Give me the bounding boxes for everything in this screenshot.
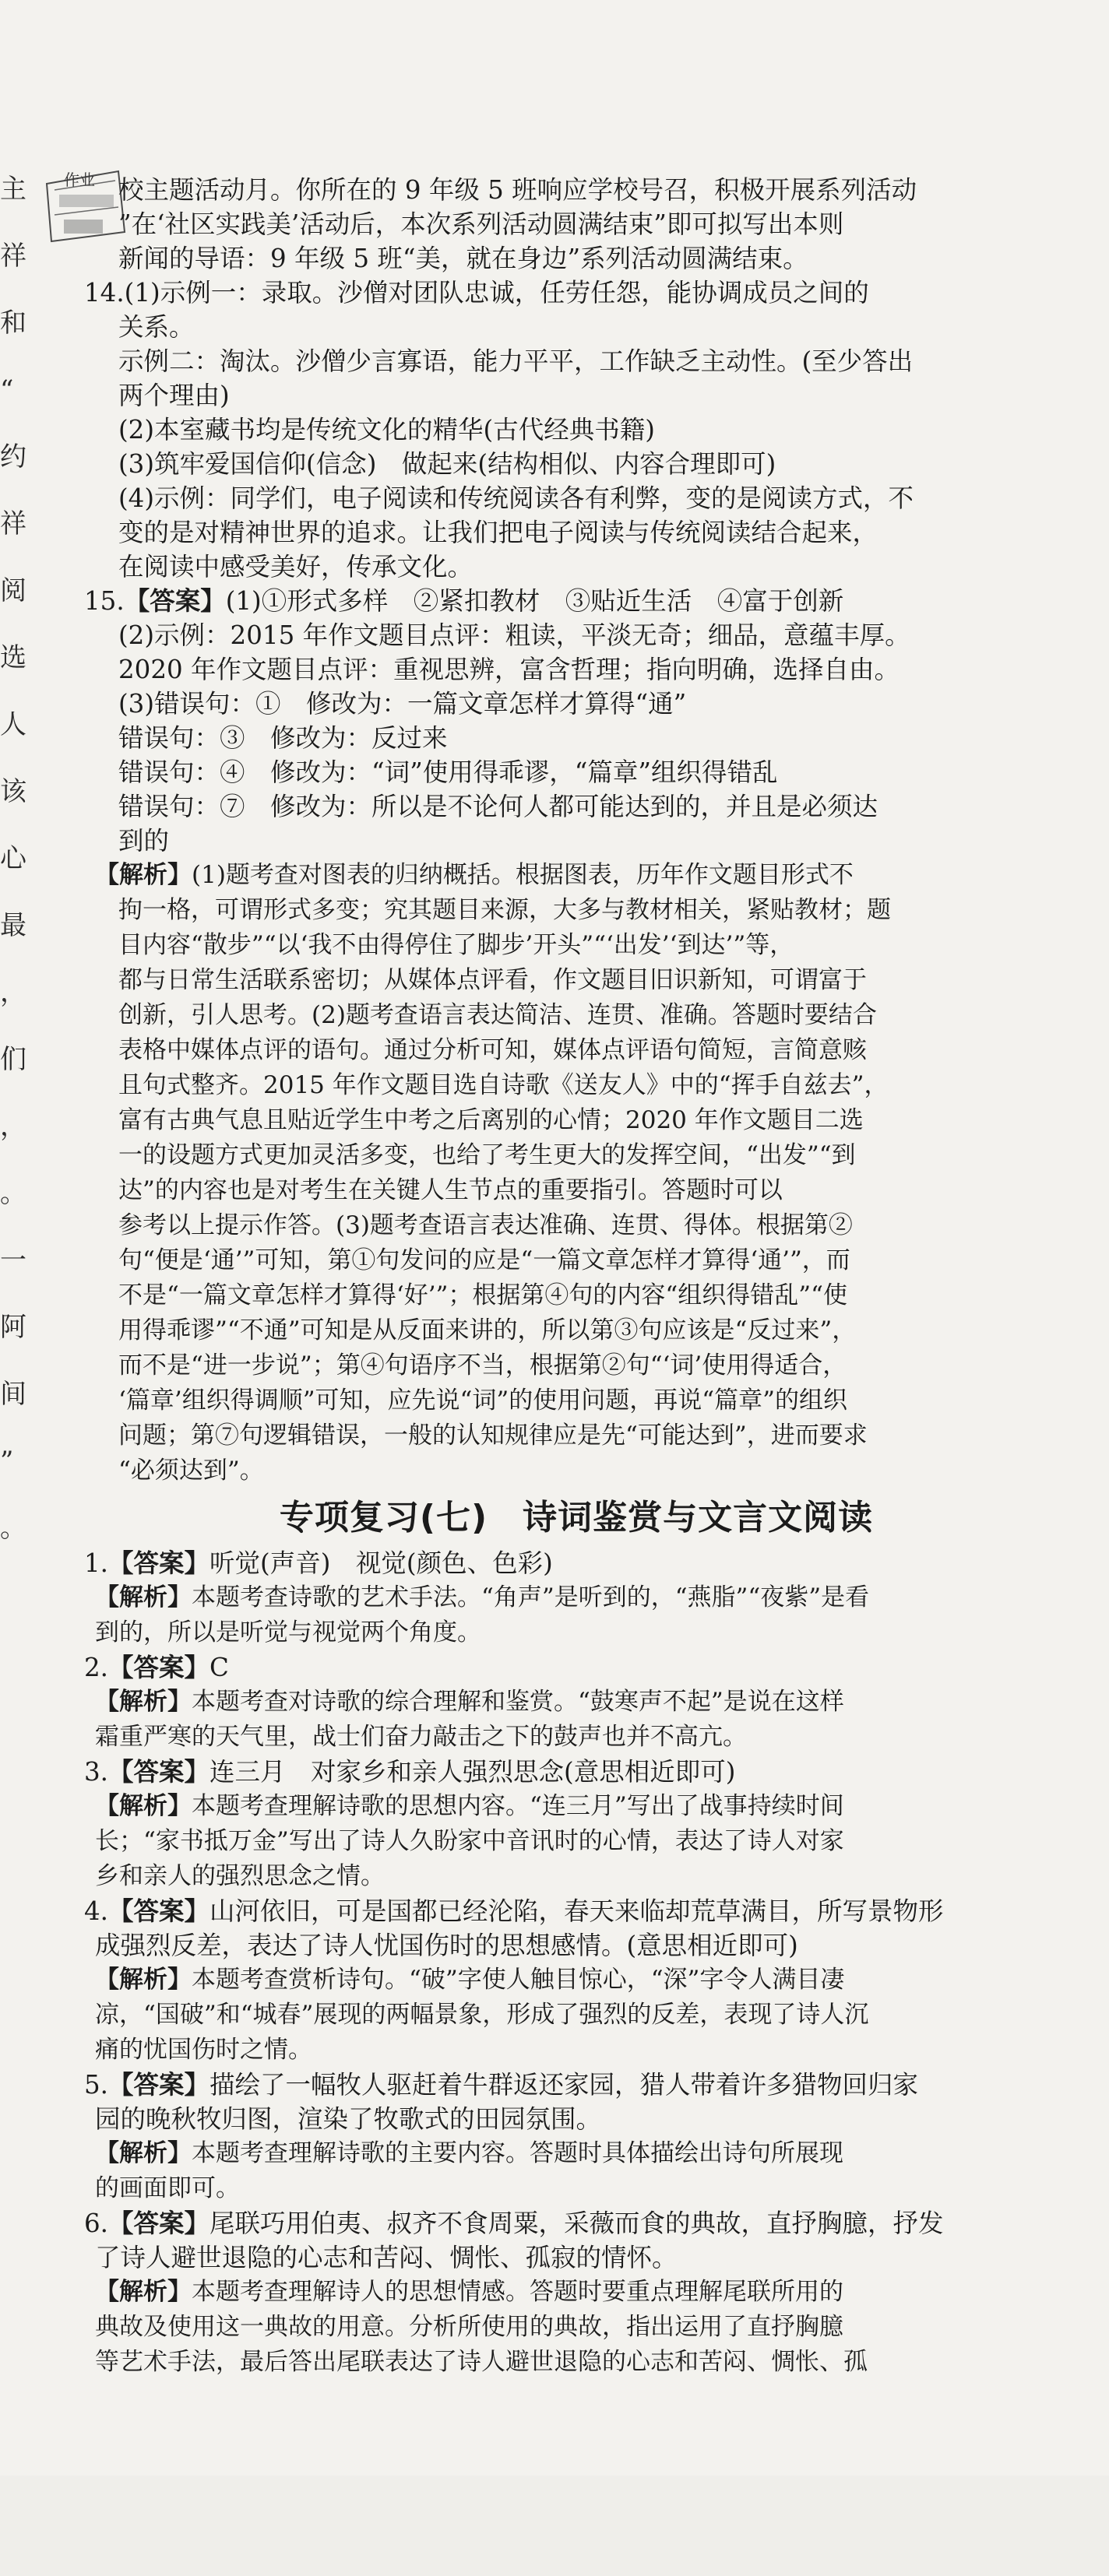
text-line <box>55 2068 1098 2102</box>
line-text: 拘一格，可谓形式多变；究其题目来源，大多与教材相关，紧贴教材；题 <box>118 896 891 924</box>
margin-char: 阅 <box>0 575 26 606</box>
text-line <box>55 2033 1098 2068</box>
margin-char: 选 <box>0 642 26 673</box>
text-line <box>55 1615 1098 1650</box>
text-line <box>55 1418 1098 1453</box>
answer-tag: 【答案】 <box>108 1756 210 1787</box>
line-text: 表格中媒体点评的语句。通过分析可知，媒体点评语句简短，言简意赅 <box>118 1036 867 1064</box>
margin-char: 和 <box>0 308 26 339</box>
margin-char: 最 <box>0 910 26 941</box>
line-text: 都与日常生活联系密切；从媒体点评看，作文题目旧识新知，可谓富于 <box>118 966 867 994</box>
text-line <box>55 824 1098 858</box>
line-text: 关系。 <box>118 312 195 342</box>
text-line <box>55 928 1098 963</box>
text-line <box>55 1068 1098 1103</box>
line-text: (1)题考查对图表的归纳概括。根据图表，历年作文题目形式不 <box>192 861 854 889</box>
line-text: 两个理由) <box>118 381 230 410</box>
answer-tag: 【解析】 <box>95 1688 192 1716</box>
margin-char: 主 <box>0 174 26 205</box>
line-text: 成强烈反差，表达了诗人忧国伤时的思想感情。(意思相近即可) <box>95 1931 798 1960</box>
line-text: 问题；第⑦句逻辑错误，一般的认知规律应是先“可能达到”，进而要求 <box>118 1422 868 1450</box>
line-text: 2. <box>84 1653 109 1682</box>
line-text: 示例二：淘汰。沙僧少言寡语，能力平平，工作缺乏主动性。(至少答出 <box>118 346 914 376</box>
answer-tag: 【答案】 <box>108 1652 210 1682</box>
line-text: 一的设题方式更加灵活多变，也给了考生更大的发挥空间，“出发”“到 <box>118 1141 856 1169</box>
text-line <box>55 1546 1098 1580</box>
margin-char: 们 <box>0 1044 26 1075</box>
line-text: 乡和亲人的强烈思念之情。 <box>95 1862 385 1890</box>
margin-char: 人 <box>0 709 26 740</box>
text-line <box>55 687 1098 721</box>
answer-tag: 【答案】 <box>108 2069 210 2100</box>
text-line <box>55 998 1098 1033</box>
text-line <box>55 1789 1098 1824</box>
text-line <box>55 173 1098 207</box>
text-line <box>55 378 1098 413</box>
line-text: 1. <box>84 1548 109 1578</box>
text-line <box>55 1138 1098 1173</box>
line-text: 用得乖谬”“不通”可知是从反面来讲的，所以第③句应该是“反过来”， <box>118 1316 857 1344</box>
line-text: 且句式整齐。2015 年作文题目选自诗歌《送友人》中的“挥手自兹去”， <box>118 1071 889 1099</box>
text-line <box>55 1685 1098 1720</box>
text-line <box>55 2345 1098 2380</box>
text-line <box>55 618 1098 652</box>
text-line <box>55 1383 1098 1418</box>
line-text: 而不是“进一步说”；第④句语序不当，根据第②句“‘词’使用得适合， <box>118 1351 847 1379</box>
line-text: 本题考查诗歌的艺术手法。“角声”是听到的，“燕脂”“夜紫”是看 <box>192 1583 870 1611</box>
text-line <box>55 789 1098 824</box>
line-text: 变的是对精神世界的追求。让我们把电子阅读与传统阅读结合起来， <box>118 518 878 547</box>
text-line <box>55 1859 1098 1894</box>
line-text: 园的晚秋牧归图，渲染了牧歌式的田园氛围。 <box>95 2104 602 2134</box>
margin-char: 阿 <box>0 1312 26 1343</box>
text-line <box>55 515 1098 550</box>
line-text: 目内容“散步”“以‘我不由得停住了脚步’开头”“‘出发’‘到达’”等， <box>118 931 794 959</box>
text-line <box>55 310 1098 344</box>
text-line <box>55 652 1098 687</box>
line-text: (1)①形式多样 ②紧扣教材 ③贴近生活 ④富于创新 <box>225 586 844 616</box>
text-line <box>55 1278 1098 1313</box>
line-text: (2)示例：2015 年作文题目点评：粗读，平淡无奇；细品，意蕴丰厚。 <box>118 620 910 650</box>
line-text: 4. <box>84 1896 109 1926</box>
line-text: 山河依旧，可是国都已经沦陷，春天来临却荒草满目，所写景物形 <box>209 1896 944 1926</box>
margin-char: 。 <box>0 1513 26 1544</box>
text-line <box>55 1894 1098 1928</box>
text-line <box>55 550 1098 584</box>
margin-char: 心 <box>0 843 26 874</box>
margin-char: ” <box>0 1446 14 1477</box>
answer-tag: 【答案】 <box>108 1548 210 1578</box>
line-text: ‘篇章’组织得调顺”可知，应先说“词”的使用问题，再说“篇章”的组织 <box>118 1386 847 1415</box>
text-line <box>55 755 1098 789</box>
line-text: (3)筑牢爱国信仰(信念) 做起来(结构相似、内容合理即可) <box>118 449 776 479</box>
line-text: 错误句：③ 修改为：反过来 <box>118 723 448 753</box>
line-text: (4)示例：同学们，电子阅读和传统阅读各有利弊，变的是阅读方式，不 <box>118 483 914 513</box>
line-text: 凉，“国破”和“城春”展现的两幅景象，形成了强烈的反差，表现了诗人沉 <box>95 2001 869 2029</box>
answer-content <box>55 173 1098 2380</box>
text-line <box>55 1103 1098 1138</box>
text-line <box>55 893 1098 928</box>
line-text: 新闻的导语：9 年级 5 班“美，就在身边”系列活动圆满结束。 <box>118 244 808 273</box>
line-text: 本题考查对诗歌的综合理解和鉴赏。“鼓寒声不起”是说在这样 <box>192 1688 844 1716</box>
text-line <box>55 721 1098 755</box>
line-text: 本题考查理解诗人的思想情感。答题时要重点理解尾联所用的 <box>192 2278 843 2306</box>
text-line <box>55 858 1098 893</box>
line-text: 句“便是‘通’”可知，第①句发问的应是“一篇文章怎样才算得‘通’”，而 <box>118 1246 850 1274</box>
text-line <box>55 2171 1098 2206</box>
text-line <box>55 1208 1098 1243</box>
text-line <box>55 2206 1098 2240</box>
line-text: 到的，所以是听觉与视觉两个角度。 <box>95 1618 481 1646</box>
text-line <box>55 2275 1098 2310</box>
text-line <box>55 2136 1098 2171</box>
margin-char: 一 <box>0 1245 26 1276</box>
text-line <box>55 1453 1098 1488</box>
text-line <box>55 447 1098 481</box>
text-line <box>55 1033 1098 1068</box>
margin-char: 祥 <box>0 241 26 272</box>
line-text: 14.(1)示例一：录取。沙僧对团队忠诚，任劳任怨，能协调成员之间的 <box>84 278 869 308</box>
text-line <box>55 1580 1098 1615</box>
section-title: 专项复习(七) 诗词鉴赏与文言文阅读 <box>279 1498 874 1538</box>
text-line <box>55 413 1098 447</box>
line-text: 听觉(声音) 视觉(颜色、色彩) <box>209 1548 553 1578</box>
margin-char: “ <box>0 374 14 406</box>
margin-char: 祥 <box>0 508 26 539</box>
line-text: 不是“一篇文章怎样才算得‘好’”；根据第④句的内容“组织得错乱”“使 <box>118 1281 847 1309</box>
line-text: 6. <box>84 2209 109 2238</box>
answer-tag: 【解析】 <box>95 1966 192 1994</box>
line-text: 15. <box>84 586 125 616</box>
line-text: 富有古典气息且贴近学生中考之后离别的心情；2020 年作文题目二选 <box>118 1106 864 1134</box>
margin-char: ， <box>0 1111 26 1142</box>
text-line <box>55 1928 1098 1963</box>
answer-tag: 【答案】 <box>108 1896 210 1926</box>
text-line <box>55 241 1098 276</box>
text-line <box>55 1824 1098 1859</box>
text-line <box>55 1348 1098 1383</box>
margin-char: 该 <box>0 776 26 807</box>
line-text: ”在‘社区实践美’活动后，本次系列活动圆满结束”即可拟写出本则 <box>118 209 844 239</box>
line-text: “必须达到”。 <box>118 1457 264 1485</box>
text-line <box>55 2310 1098 2345</box>
text-line <box>55 2102 1098 2136</box>
line-text: 尾联巧用伯夷、叔齐不食周粟，采薇而食的典故，直抒胸臆，抒发 <box>209 2209 944 2238</box>
line-text: 痛的忧国伤时之情。 <box>95 2036 312 2064</box>
line-text: 了诗人避世退隐的心志和苦闷、惆怅、孤寂的情怀。 <box>95 2243 678 2272</box>
line-text: 等艺术手法，最后答出尾联表达了诗人避世退隐的心志和苦闷、惆怅、孤 <box>95 2348 868 2376</box>
text-line <box>55 1313 1098 1348</box>
text-line <box>55 276 1098 310</box>
line-text: 错误句：④ 修改为：“词”使用得乖谬，“篇章”组织得错乱 <box>118 757 778 787</box>
line-text: 典故及使用这一典故的用意。分析所使用的典故，指出运用了直抒胸臆 <box>95 2313 843 2341</box>
line-text: 在阅读中感受美好，传承文化。 <box>118 552 474 582</box>
line-text: 本题考查赏析诗句。“破”字使人触目惊心，“深”字令人满目凄 <box>192 1966 845 1994</box>
line-text: 参考以上提示作答。(3)题考查语言表达准确、连贯、得体。根据第② <box>118 1211 853 1239</box>
line-text: (3)错误句：① 修改为：一篇文章怎样才算得“通” <box>118 689 687 719</box>
line-text: 本题考查理解诗歌的主要内容。答题时具体描绘出诗句所展现 <box>192 2139 843 2167</box>
line-text: 本题考查理解诗歌的思想内容。“连三月”写出了战事持续时间 <box>192 1792 844 1820</box>
text-line <box>55 584 1098 618</box>
answer-tag: 【解析】 <box>95 2139 192 2167</box>
page-bottom-margin <box>0 2476 1109 2576</box>
text-line <box>55 2240 1098 2275</box>
margin-char: 间 <box>0 1379 26 1410</box>
line-text: 描绘了一幅牧人驱赶着牛群返还家园，猎人带着许多猎物回归家 <box>209 2070 919 2100</box>
answer-tag: 【解析】 <box>95 1792 192 1820</box>
text-line <box>55 344 1098 378</box>
text-line <box>55 207 1098 241</box>
text-line <box>55 1650 1098 1685</box>
line-text: 到的 <box>118 826 170 856</box>
line-text: 5. <box>84 2070 109 2100</box>
line-text: 达”的内容也是对考生在关键人生节点的重要指引。答题时可以 <box>118 1176 783 1204</box>
text-line <box>55 1720 1098 1755</box>
line-text: 创新，引人思考。(2)题考查语言表达简洁、连贯、准确。答题时要结合 <box>118 1001 877 1029</box>
stamp-text: 作业 <box>64 172 95 189</box>
answer-tag: 【解析】 <box>95 861 192 889</box>
line-text: 的画面即可。 <box>95 2174 240 2202</box>
text-line <box>55 1173 1098 1208</box>
line-text: 霜重严寒的天气里，战士们奋力敲击之下的鼓声也并不高亢。 <box>95 1723 747 1751</box>
line-text: 2020 年作文题目点评：重视思辨，富含哲理；指向明确，选择自由。 <box>118 655 900 684</box>
margin-char: 。 <box>0 1178 26 1209</box>
text-line <box>55 963 1098 998</box>
text-line <box>55 1963 1098 1998</box>
answer-tag: 【解析】 <box>95 2278 192 2306</box>
line-text: 错误句：⑦ 修改为：所以是不论何人都可能达到的，并且是必须达 <box>118 792 878 821</box>
line-text: 长；“家书抵万金”写出了诗人久盼家中音讯时的心情，表达了诗人对家 <box>95 1827 844 1855</box>
line-text: 连三月 对家乡和亲人强烈思念(意思相近即可) <box>209 1757 736 1787</box>
answer-tag: 【解析】 <box>95 1583 192 1611</box>
margin-char: 约 <box>0 441 26 473</box>
line-text: 3. <box>84 1757 109 1787</box>
line-text: 校主题活动月。你所在的 9 年级 5 班响应学校号召，积极开展系列活动 <box>118 175 917 205</box>
answer-tag: 【答案】 <box>124 585 226 616</box>
left-margin-column <box>0 156 31 1562</box>
text-line <box>55 1755 1098 1789</box>
text-line <box>55 481 1098 515</box>
margin-char: ， <box>0 977 26 1008</box>
line-text: C <box>209 1653 229 1682</box>
line-text: (2)本室藏书均是传统文化的精华(古代经典书籍) <box>118 415 655 445</box>
text-line <box>55 1998 1098 2033</box>
text-line <box>55 1243 1098 1278</box>
answer-tag: 【答案】 <box>108 2208 210 2238</box>
